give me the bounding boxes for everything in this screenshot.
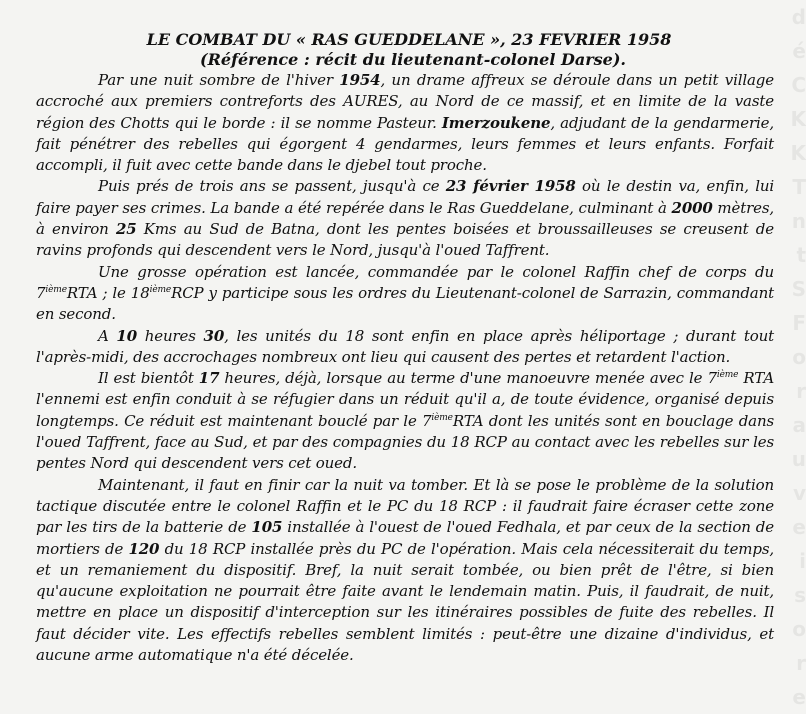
- paragraph-text: où le destin va, enfin, lui faire payer ses crimes. La bande a été repérée dans le Ras Gueddelane, culminant à: [36, 177, 775, 217]
- bleed-through-shadow: d é C K K T n t S F o r a u v e i s o r e: [790, 5, 806, 709]
- paragraph: [36, 368, 774, 474]
- document-body: [36, 30, 774, 666]
- bold-text: 2000: [671, 198, 713, 217]
- bold-text: 30: [203, 326, 225, 345]
- paragraph-text: du 18 RCP installée près du PC de l'opération. Mais cela nécessiterait du temps, et un remaniement du dispositif. Bref, la nuit serait tombée, ou bien prêt de l'être, si bien qu'aucune exploitation ne pourrait être faite avant le lendemain matin. Puis, il faudrait, de nuit, mettre en place un dispositif d'interception sur les itinéraires possibles de fuite des rebelles. Il faut décider vite. Les effectifs rebelles semblent limités : peut-être une dizaine d'individus, et aucune arme automatique n'a été décelée.: [36, 539, 774, 665]
- bold-text: Imerzoukene: [441, 113, 551, 132]
- superscript-text: ième: [431, 412, 453, 423]
- document-title: LE COMBAT DU « RAS GUEDDELANE », 23 FEVRIER 1958: [146, 30, 672, 49]
- paragraph-text: mètres, à environ: [36, 198, 774, 239]
- bold-text: 120: [128, 539, 160, 558]
- paragraph: [36, 70, 774, 176]
- bold-text: 1954: [339, 71, 381, 89]
- paragraph: [36, 326, 774, 369]
- paragraph-text: Par une nuit sombre de l'hiver: [98, 71, 340, 89]
- paragraph-text: heures, déjà, lorsque au terme d'une manoeuvre menée avec le 7: [219, 369, 717, 388]
- paragraph-text: A: [98, 326, 117, 345]
- paragraph: [36, 176, 774, 261]
- paragraph-text: installée à l'ouest de l'oued Fedhala, et par ceux de la section de mortiers de: [36, 518, 774, 558]
- paragraph-text: , un drame affreux se déroule dans un petit village accroché aux premiers contreforts des AURES, au Nord de ce massif, et en limite de la vaste région des Chotts qui le borde : il se nomme Pasteur.: [36, 71, 774, 132]
- paragraph-text: heures: [137, 326, 204, 345]
- paragraph-text: Une grosse opération est lancée, commandée par le colonel Raffin chef de corps du 7: [36, 262, 774, 302]
- document-subtitle: (Référence : récit du lieutenant-colonel Darse).: [200, 50, 626, 69]
- superscript-text: ième: [45, 284, 67, 295]
- paragraph-text: RTA ; le 18: [66, 283, 150, 302]
- bold-text: 23 février 1958: [445, 177, 576, 196]
- paragraph-text: RTA dont les unités sont en bouclage dans l'oued Taffrent, face au Sud, et par des compagnies du 18 RCP au contact avec les rebelles sur les pentes Nord qui descendent vers cet oued.: [36, 411, 774, 473]
- superscript-text: ième: [149, 284, 172, 295]
- paragraph: [36, 475, 774, 667]
- paragraph-text: RCP y participe sous les ordres du Lieutenant-colonel de Sarrazin, commandant en second.: [36, 283, 774, 324]
- paragraph-text: Puis prés de trois ans se passent, jusqu'à ce: [98, 177, 446, 196]
- paragraph-text: RTA l'ennemi est enfin conduit à se réfugier dans un réduit qu'il a, de toute évidence, organisé depuis longtemps. Ce réduit est maintenant bouclé par le 7: [36, 369, 775, 430]
- paragraph-text: Maintenant, il faut en finir car la nuit va tomber. Et là se pose le problème de la solution tactique discutée entre le colonel Raffin et le PC du 18 RCP : il faudrait faire écraser cette zone par les tirs de la batterie de: [36, 475, 774, 537]
- paragraph-list: [36, 70, 774, 666]
- bold-text: 25: [115, 220, 137, 239]
- superscript-text: ième: [716, 370, 739, 381]
- paragraph-text: Kms au Sud de Batna, dont les pentes boisées et broussailleuses se creusent de ravins profonds qui descendent vers le Nord, jusqu'à l'oued Taffrent.: [36, 220, 774, 260]
- bold-text: 10: [116, 326, 137, 345]
- bold-text: 17: [198, 369, 220, 388]
- paragraph-text: , adjudant de la gendarmerie, fait pénétrer des rebelles qui égorgent 4 gendarmes, leurs femmes et leurs enfants. Forfait accompli, il fuit avec cette bande dans le djebel tout proche.: [36, 113, 774, 175]
- paragraph-text: , les unités du 18 sont enfin en place après héliportage ; durant tout l'après-midi, des accrochages nombreux ont lieu qui causent des pertes et retardent l'action.: [36, 326, 775, 366]
- bold-text: 105: [251, 518, 283, 537]
- paragraph-text: Il est bientôt: [98, 369, 199, 388]
- paragraph: [36, 262, 774, 326]
